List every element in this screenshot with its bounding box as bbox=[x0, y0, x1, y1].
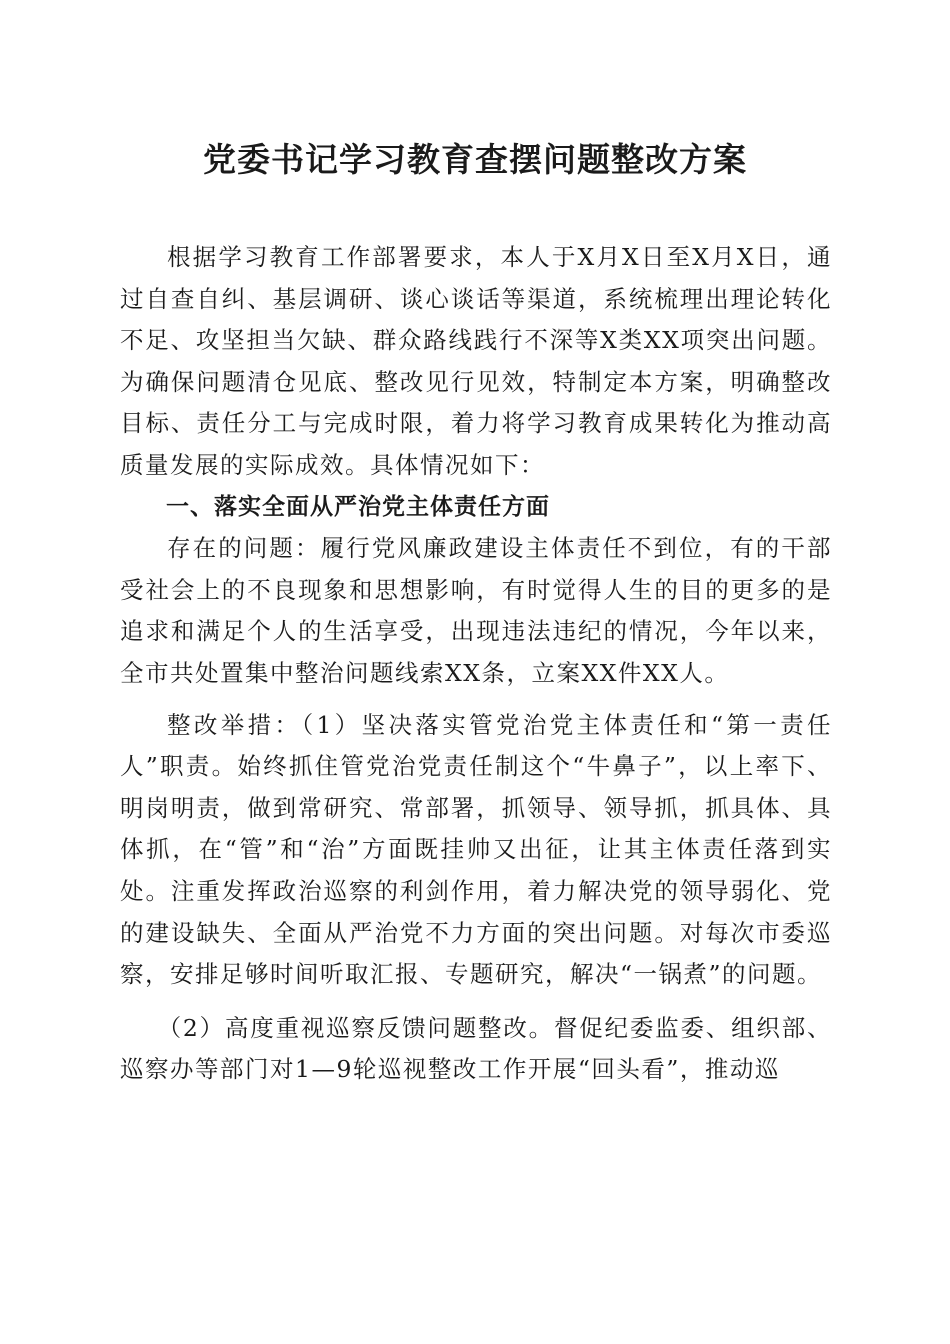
problem-paragraph: 存在的问题：履行党风廉政建设主体责任不到位，有的干部受社会上的不良现象和思想影响，有时觉得人生的目的更多的是追求和满足个人的生活享受，出现违法违纪的情况，今年以来，全市共处置集中整治问题线索XX条，立案XX件XX人。 bbox=[120, 534, 832, 687]
document-title: 党委书记学习教育查摆问题整改方案 bbox=[203, 140, 747, 179]
measure-paragraph-2: （2）高度重视巡察反馈问题整改。督促纪委监委、组织部、巡察办等部门对1—9轮巡视整改工作开展“回头看”，推动巡 bbox=[120, 1013, 832, 1084]
section-heading: 一、落实全面从严治党主体责任方面 bbox=[166, 493, 550, 520]
intro-paragraph: 根据学习教育工作部署要求，本人于X月X日至X月X日，通过自查自纠、基层调研、谈心谈话等渠道，系统梳理出理论转化不足、攻坚担当欠缺、群众路线践行不深等X类XX项突出问题。为确保问题清仓见底、整改见行见效，特制定本方案，明确整改目标、责任分工与完成时限，着力将学习教育成果转化为推动高质量发展的实际成效。具体情况如下： bbox=[120, 243, 832, 479]
document-body bbox=[120, 237, 832, 1091]
measure-paragraph-1: 整改举措：（1）坚决落实管党治党主体责任和“第一责任人”职责。始终抓住管党治党责任制这个“牛鼻子”，以上率下、明岗明责，做到常研究、常部署，抓领导、领导抓，抓具体、具体抓，在“管”和“治”方面既挂帅又出征，让其主体责任落到实处。注重发挥政治巡察的利剑作用，着力解决党的领导弱化、党的建设缺失、全面从严治党不力方面的突出问题。对每次市委巡察，安排足够时间听取汇报、专题研究，解决“一锅煮”的问题。 bbox=[120, 710, 832, 989]
